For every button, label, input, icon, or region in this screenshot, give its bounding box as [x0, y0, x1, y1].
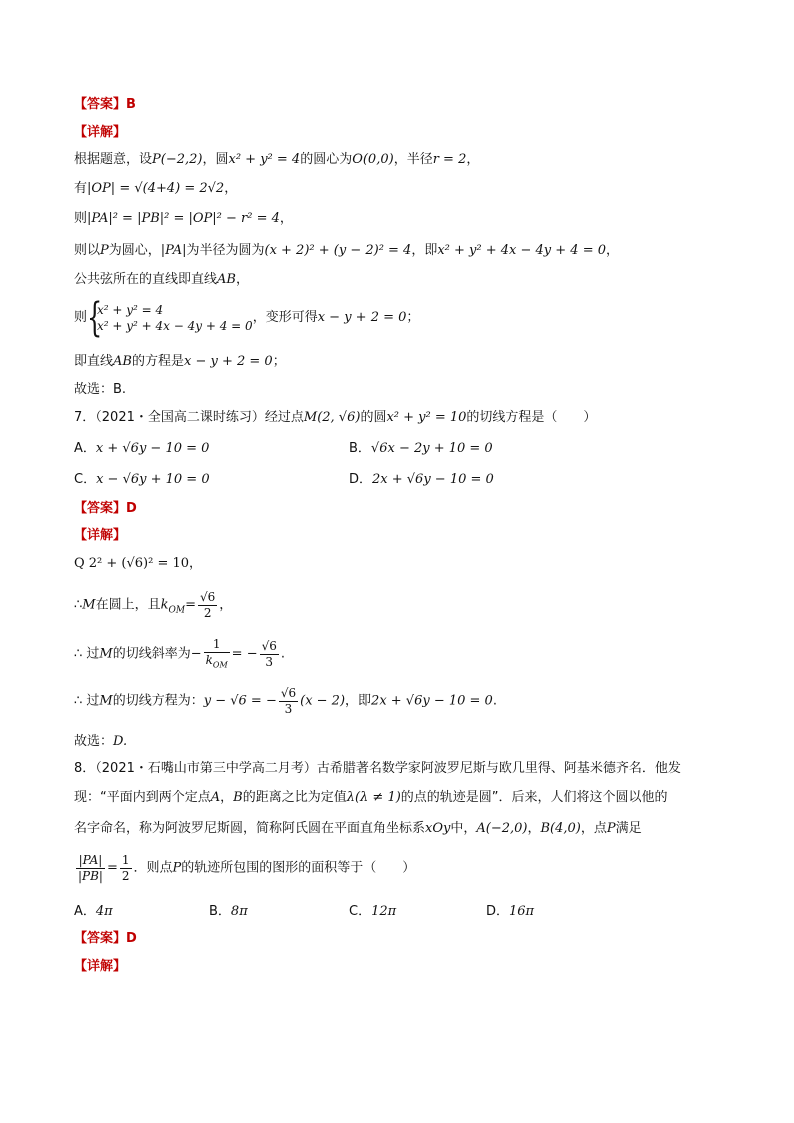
solution-line	[74, 151, 479, 169]
answer-tag: 【答案】	[74, 501, 127, 516]
detail-tag: 【详解】	[74, 959, 127, 974]
answer-line-8	[74, 930, 137, 948]
option-label: A．	[74, 441, 96, 456]
denominator: 2	[121, 869, 130, 883]
text: ，	[235, 272, 249, 287]
detail-tag-8	[74, 958, 126, 976]
option-math: 2x + √6y − 10 = 0	[372, 472, 494, 487]
math: A(−2,0)	[476, 821, 528, 836]
text: 故选：	[74, 734, 114, 749]
detail-tag: 【详解】	[74, 125, 127, 140]
option-label: B．	[349, 441, 371, 456]
math: A	[210, 790, 221, 805]
text: 的点的轨迹是圆”．后来，人们将这个圆以他的	[400, 790, 668, 805]
math: −	[190, 646, 202, 662]
fraction	[260, 639, 279, 670]
text: ，	[279, 211, 293, 226]
math: M	[99, 693, 113, 709]
fraction	[204, 637, 230, 672]
numerator: √6	[200, 590, 216, 604]
math: B	[233, 790, 243, 805]
detail-tag-7	[74, 527, 126, 545]
fraction	[120, 853, 132, 884]
math: xOy	[425, 821, 451, 836]
text: ，	[466, 152, 480, 167]
option-a	[74, 440, 209, 458]
answer-value: D	[126, 501, 137, 516]
math: x − y + 2 = 0	[183, 354, 273, 369]
text: ，即	[345, 693, 372, 709]
math: y − √6 = −	[203, 693, 277, 709]
math: x² + y² = 10	[386, 410, 467, 425]
system-row: x² + y² + 4x − 4y + 4 = 0	[97, 319, 253, 333]
solution-line	[74, 295, 420, 341]
math: Q 2² + (√6)² = 10	[74, 556, 190, 571]
math: M	[99, 646, 113, 662]
text: 的圆心为	[300, 152, 353, 167]
text: 古希腊著名数学家阿波罗尼斯与欧几里得、阿基米德齐名．他发	[316, 761, 681, 776]
text: 公共弦所在的直线即直线	[74, 272, 218, 287]
text: 名字命名，称为阿波罗尼斯圆，简称阿氏圆在平面直角坐标系	[74, 821, 426, 836]
math: M(2, √6)	[303, 410, 361, 425]
option-label: D．	[349, 472, 373, 487]
text: 的距离之比为定值	[242, 790, 347, 805]
math: = −	[231, 646, 258, 662]
text: 的切线方程为：	[112, 693, 204, 709]
option-math: 8π	[230, 904, 248, 919]
text: ；	[272, 354, 286, 369]
text: 则	[74, 211, 88, 226]
text: ，	[220, 790, 234, 805]
text: 的切线方程是（ ）	[466, 410, 597, 425]
text: ，	[189, 556, 203, 571]
answer-line-6	[74, 96, 136, 114]
option-math: 4π	[95, 904, 113, 919]
math: AB	[217, 272, 236, 287]
text: 中，	[450, 821, 477, 836]
solution-line	[74, 242, 619, 260]
answer-tag: 【答案】	[74, 97, 127, 112]
math: x² + y² = 4	[228, 152, 301, 167]
math: M	[82, 597, 96, 613]
option-math: x + √6y − 10 = 0	[95, 441, 210, 456]
question-8-stem	[74, 789, 668, 807]
solution-line	[74, 590, 232, 621]
text: ，半径	[393, 152, 433, 167]
answer-line-7	[74, 500, 137, 518]
text: 的切线斜率为	[112, 646, 191, 662]
text: ，圆	[202, 152, 229, 167]
text: ，即	[411, 243, 438, 258]
denominator: 2	[203, 606, 212, 620]
solution-line	[74, 353, 286, 371]
solution-line	[74, 555, 202, 573]
text: ．则点	[133, 860, 173, 876]
math: D.	[113, 734, 128, 749]
option-d	[349, 471, 494, 489]
solution-line	[74, 180, 237, 198]
text: 根据题意，设	[74, 152, 153, 167]
math: |OP| = √(4+4) = 2√2	[87, 181, 225, 196]
option-math: √6x − 2y + 10 = 0	[370, 441, 493, 456]
text: .	[492, 693, 497, 709]
numerator: √6	[261, 639, 277, 654]
math: 2x + √6y − 10 = 0	[371, 693, 493, 709]
numerator: 1	[204, 637, 230, 653]
math: k	[205, 653, 213, 667]
question-source: （2021・全国高二课时练习）	[95, 410, 265, 425]
solution-line	[74, 271, 249, 289]
subscript: OM	[212, 660, 228, 670]
text: 的圆	[360, 410, 387, 425]
math: O(0,0)	[352, 152, 394, 167]
text: ，点	[580, 821, 607, 836]
text: ，	[527, 821, 541, 836]
text: 的轨迹所包围的图形的面积等于（ ）	[181, 860, 416, 876]
solution-line	[74, 686, 497, 717]
solution-line	[74, 733, 127, 751]
option-d	[486, 903, 534, 921]
solution-line	[74, 381, 126, 399]
option-label: B．	[209, 904, 231, 919]
fraction	[279, 686, 298, 717]
text: 有	[74, 181, 88, 196]
math: λ(λ ≠ 1)	[346, 790, 401, 805]
text: 现：“平面内到两个定点	[74, 790, 211, 805]
detail-tag-6	[74, 124, 126, 142]
question-source: （2021・石嘴山市第三中学高二月考）	[95, 761, 317, 776]
math: r = 2	[432, 152, 467, 167]
math: (x + 2)² + (y − 2)² = 4	[264, 243, 412, 258]
answer-tag: 【答案】	[74, 931, 127, 946]
text: ∴ 过	[74, 646, 100, 662]
option-math: 12π	[371, 904, 397, 919]
text: 在圆上，且	[95, 597, 161, 613]
answer-value: B	[126, 97, 136, 112]
text: 则以	[74, 243, 101, 258]
text: 即直线	[74, 354, 114, 369]
option-a	[74, 903, 113, 921]
math: B(4,0)	[540, 821, 581, 836]
fraction	[76, 853, 105, 884]
solution-line	[74, 637, 285, 672]
question-8-stem	[74, 820, 642, 838]
option-b	[349, 440, 493, 458]
denominator: |PB|	[78, 869, 103, 883]
denominator: 3	[284, 702, 293, 716]
math: AB	[113, 354, 132, 369]
text: ，	[219, 597, 233, 613]
numerator: √6	[280, 686, 297, 700]
subscript: OM	[168, 605, 186, 616]
fraction	[198, 590, 217, 621]
text: ；	[406, 310, 420, 325]
question-8-stem	[74, 760, 681, 778]
system-row: x² + y² = 4	[97, 303, 164, 317]
option-label: D．	[486, 904, 510, 919]
text: 为圆心，	[108, 243, 161, 258]
math: P	[100, 243, 109, 258]
math: P	[606, 821, 616, 836]
question-number: 7．	[74, 410, 96, 425]
detail-tag: 【详解】	[74, 528, 127, 543]
text: ，	[224, 181, 238, 196]
math: (x − 2)	[300, 693, 346, 709]
option-b	[209, 903, 248, 921]
option-c	[74, 471, 210, 489]
question-7-stem	[74, 409, 596, 427]
text: ∴ 过	[74, 693, 100, 709]
math: P	[172, 860, 182, 876]
text: 的方程是	[131, 354, 184, 369]
math: |PA|	[160, 243, 187, 258]
math: P(−2,2)	[152, 152, 203, 167]
answer-value: D	[126, 931, 137, 946]
text: 故选：B.	[74, 382, 127, 397]
math: =	[106, 860, 118, 876]
math: x² + y² + 4x − 4y + 4 = 0	[437, 243, 606, 258]
math: k	[160, 597, 169, 613]
numerator: |PA|	[76, 853, 105, 869]
text: ，变形可得	[252, 310, 318, 325]
denominator	[204, 653, 230, 672]
option-label: C．	[74, 472, 97, 487]
option-math: 16π	[509, 904, 535, 919]
math: =	[185, 597, 196, 613]
text: ∴	[74, 597, 83, 613]
denominator: 3	[265, 655, 274, 670]
solution-line	[74, 210, 293, 228]
option-label: A．	[74, 904, 96, 919]
question-8-stem	[74, 853, 415, 884]
option-label: C．	[349, 904, 372, 919]
text: 满足	[615, 821, 642, 836]
numerator: 1	[121, 853, 130, 867]
text: .	[280, 646, 286, 662]
option-math: x − √6y + 10 = 0	[96, 472, 210, 487]
text: ，	[606, 243, 620, 258]
option-c	[349, 903, 396, 921]
text: 经过点	[264, 410, 304, 425]
math: x − y + 2 = 0	[317, 310, 407, 325]
text: 为半径为圆为	[186, 243, 265, 258]
equation-system: { x² + y² = 4 x² + y² + 4x − 4y + 4 = 0	[87, 295, 253, 341]
text: 则	[74, 310, 88, 325]
math: |PA|² = |PB|² = |OP|² − r² = 4	[87, 211, 280, 226]
question-number: 8．	[74, 761, 96, 776]
